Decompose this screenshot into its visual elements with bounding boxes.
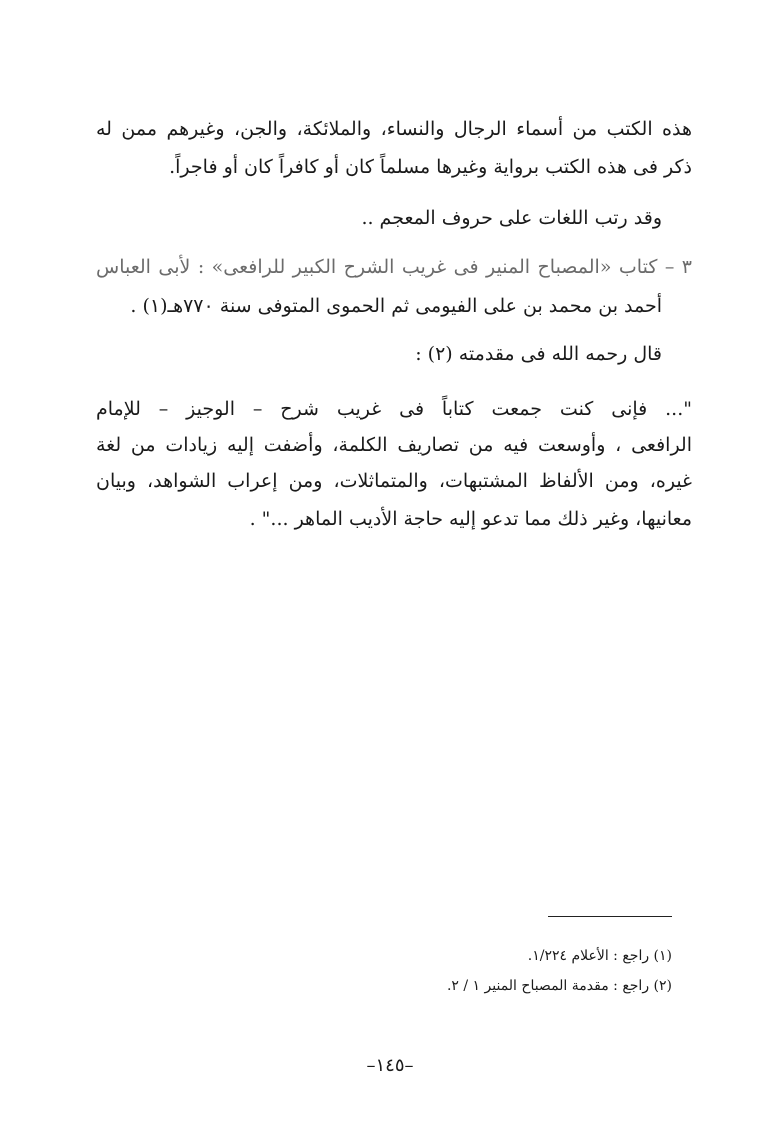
body-line-2: ذكر فى هذه الكتب برواية وغيرها مسلماً كان أو كافراً كان أو فاجراً. (169, 156, 692, 178)
footnote-divider (548, 916, 672, 917)
page-number: –١٤٥– (366, 1055, 414, 1076)
body-line-8: الرافعى ، وأوسعت فيه من تصاريف الكلمة، وأضفت إليه زيادات من لغة (96, 434, 692, 456)
body-line-6: قال رحمه الله فى مقدمته (٢) : (415, 343, 662, 365)
body-line-5: أحمد بن محمد بن على الفيومى ثم الحموى المتوفى سنة ٧٧٠هـ(١) . (130, 295, 662, 317)
footnote-1: (١) راجع : الأعلام ١/٢٢٤. (527, 948, 672, 964)
body-line-3: وقد رتب اللغات على حروف المعجم .. (361, 207, 662, 229)
body-line-7: "... فإنى كنت جمعت كتاباً فى غريب شرح – الوجيز – للإمام (96, 398, 692, 420)
footnote-2: (٢) راجع : مقدمة المصباح المنير ١ / ٢. (446, 978, 672, 994)
body-line-4: ٣ – كتاب «المصباح المنير فى غريب الشرح الكبير للرافعى» : لأبى العباس (96, 256, 692, 278)
body-line-1: هذه الكتب من أسماء الرجال والنساء، والملائكة، والجن، وغيرهم ممن له (96, 118, 692, 140)
body-line-9: غيره، ومن الألفاظ المشتبهات، والمتماثلات، ومن إعراب الشواهد، وبيان (96, 470, 692, 492)
body-line-10: معانيها، وغير ذلك مما تدعو إليه حاجة الأديب الماهر ..." . (249, 508, 692, 530)
